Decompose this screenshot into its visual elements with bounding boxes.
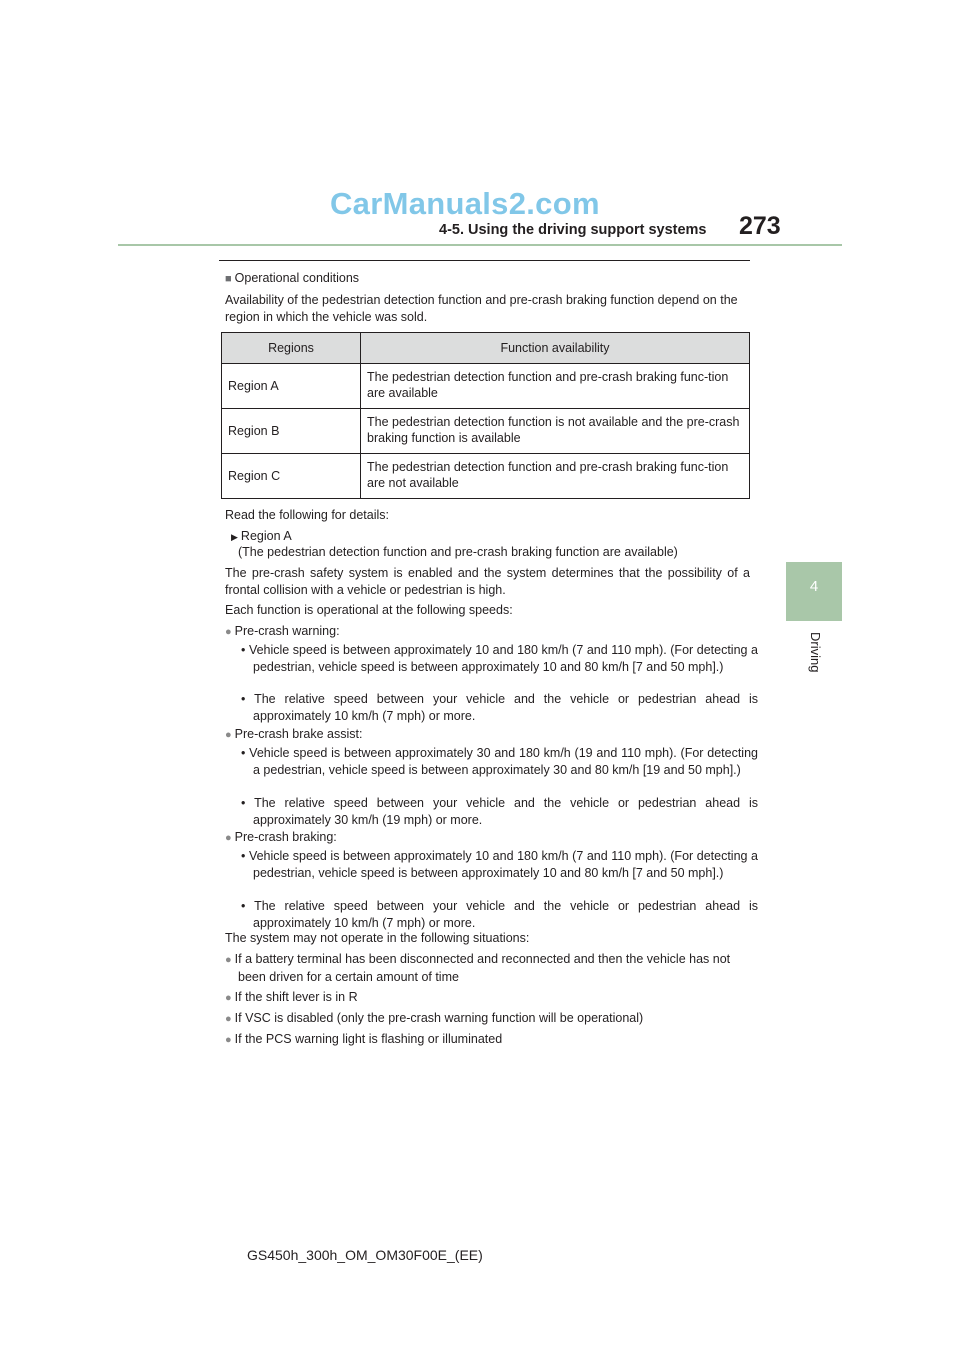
region-a-subtitle: (The pedestrian detection function and pre-crash braking function are available)	[238, 545, 678, 559]
list-item: • The relative speed between your vehicle and the vehicle or pedestrian ahead is approximately 30 km/h (19 mph) or more.	[241, 796, 758, 827]
list-item: • Vehicle speed is between approximately 10 and 180 km/h (7 and 110 mph). (For detecting a pedestrian, vehicle speed is between approximately 10 and 80 km/h [7 and 50 mph].)	[241, 849, 758, 880]
chapter-label: Driving	[808, 632, 823, 673]
page-number: 273	[739, 212, 781, 240]
situation-item	[225, 951, 750, 985]
situation-item	[225, 1010, 750, 1028]
watermark-logo: CarManuals2.com	[330, 186, 600, 221]
list-item: • The relative speed between your vehicle and the vehicle or pedestrian ahead is approximately 10 km/h (7 mph) or more.	[241, 899, 758, 930]
situation-item	[225, 1031, 750, 1049]
function-name-text: Pre-crash braking:	[234, 830, 337, 844]
circle-bullet-icon: ●	[225, 626, 232, 638]
circle-bullet-icon: ●	[225, 1013, 232, 1025]
table-row	[222, 409, 750, 454]
function-name	[225, 726, 750, 744]
list-item: • The relative speed between your vehicle and the vehicle or pedestrian ahead is approximately 10 km/h (7 mph) or more.	[241, 692, 758, 723]
circle-bullet-icon: ●	[225, 832, 232, 844]
function-name-text: Pre-crash brake assist:	[234, 727, 363, 741]
circle-bullet-icon: ●	[225, 1034, 232, 1046]
enabled-text: The pre-crash safety system is enabled and the system determines that the possibility of a frontal collision with a vehicle or pedestrian is high.	[225, 566, 750, 597]
region-a-title	[231, 528, 756, 546]
square-bullet-icon: ■	[225, 273, 232, 285]
table-cell-region: Region C	[222, 454, 361, 499]
speeds-intro: Each function is operational at the following speeds:	[225, 603, 513, 617]
situation-text: If VSC is disabled (only the pre-crash warning function will be operational)	[234, 1011, 644, 1025]
footer-code: GS450h_300h_OM_OM30F00E_(EE)	[247, 1247, 483, 1263]
heading	[225, 270, 750, 288]
intro-text: Availability of the pedestrian detection function and pre-crash braking function depend on the region in which the vehicle was sold.	[225, 293, 738, 324]
arrow-right-icon: ▶	[231, 532, 238, 542]
situation-item	[225, 989, 750, 1007]
function-name	[225, 623, 750, 641]
list-item: • Vehicle speed is between approximately 10 and 180 km/h (7 and 110 mph). (For detecting a pedestrian, vehicle speed is between approximately 10 and 80 km/h [7 and 50 mph].)	[241, 643, 758, 674]
table-header-cell: Regions	[222, 333, 361, 364]
chapter-label-container	[786, 632, 842, 712]
content-divider	[219, 260, 750, 261]
situation-text: If the PCS warning light is flashing or illuminated	[234, 1032, 503, 1046]
circle-bullet-icon: ●	[225, 992, 232, 1004]
table-header-row	[222, 333, 750, 364]
section-title: 4-5. Using the driving support systems	[439, 222, 707, 238]
not-operate-intro: The system may not operate in the following situations:	[225, 931, 530, 945]
function-name	[225, 829, 750, 847]
header-divider	[118, 244, 842, 246]
circle-bullet-icon: ●	[225, 954, 232, 966]
table-cell-availability: The pedestrian detection function and pre-crash braking func-tion are available	[361, 364, 750, 409]
table-row	[222, 364, 750, 409]
read-following-text: Read the following for details:	[225, 508, 389, 522]
table-cell-region: Region A	[222, 364, 361, 409]
heading-text: Operational conditions	[234, 271, 360, 285]
table-header-cell: Function availability	[361, 333, 750, 364]
regions-table	[221, 332, 750, 499]
region-a-title-text: Region A	[240, 529, 292, 543]
circle-bullet-icon: ●	[225, 729, 232, 741]
situation-text: If the shift lever is in R	[234, 990, 358, 1004]
list-item: • Vehicle speed is between approximately 30 and 180 km/h (19 and 110 mph). (For detecting a pedestrian, vehicle speed is between approximately 30 and 80 km/h [19 and 50 mph].)	[241, 746, 758, 777]
chapter-number: 4	[809, 578, 819, 595]
function-name-text: Pre-crash warning:	[234, 624, 340, 638]
table-cell-region: Region B	[222, 409, 361, 454]
table-cell-availability: The pedestrian detection function and pre-crash braking func-tion are not available	[361, 454, 750, 499]
table-cell-availability: The pedestrian detection function is not available and the pre-crash braking function is available	[361, 409, 750, 454]
table-row	[222, 454, 750, 499]
situation-text: If a battery terminal has been disconnected and reconnected and then the vehicle has not been driven for a certain amount of time	[234, 952, 731, 984]
